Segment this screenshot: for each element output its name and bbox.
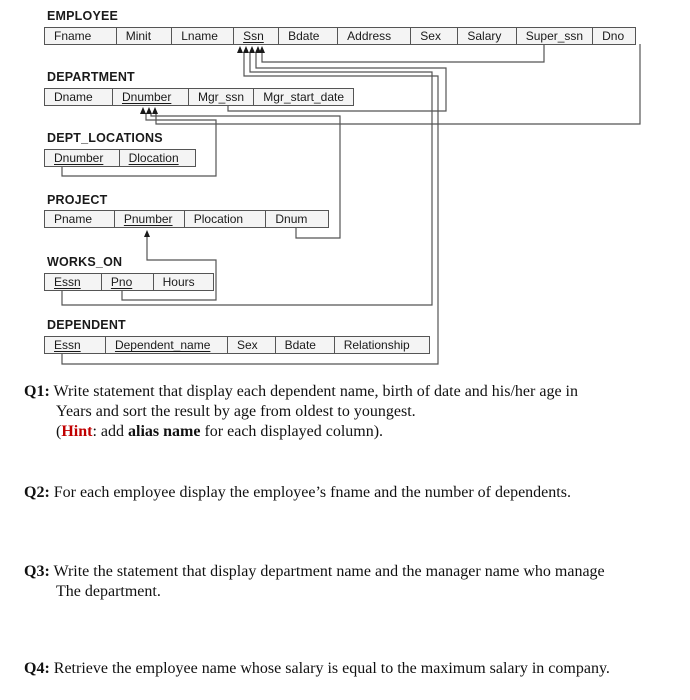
- hint-paren: (: [56, 423, 62, 440]
- attr-dname: Dname: [45, 89, 113, 105]
- attr-super-ssn: Super_ssn: [517, 28, 593, 44]
- arrowhead: [249, 46, 255, 53]
- attr-plocation: Plocation: [185, 211, 267, 227]
- attr-sex: Sex: [228, 337, 276, 353]
- attr-address: Address: [338, 28, 411, 44]
- question-text-cont: The department.: [56, 583, 161, 600]
- attr-relationship: Relationship: [343, 338, 410, 352]
- department-relation: [44, 88, 354, 106]
- question-2: [24, 483, 674, 503]
- attr-dno: Dno: [602, 29, 625, 43]
- dept-locations-table-name: DEPT_LOCATIONS: [47, 131, 163, 145]
- question-text: Retrieve the employee name whose salary is equal to the maximum salary in company.: [53, 660, 610, 677]
- attr-hours: Hours: [162, 275, 195, 289]
- attr-lname: Lname: [172, 28, 234, 44]
- arrowhead: [259, 46, 265, 53]
- attr-dnumber: Dnumber: [113, 89, 189, 105]
- employee-relation: [44, 27, 636, 45]
- arrowhead: [146, 107, 152, 114]
- arrowhead: [243, 46, 249, 53]
- connector-super-ssn: [262, 44, 544, 62]
- attr-pnumber: Pnumber: [115, 211, 185, 227]
- attr-pname: Pname: [45, 211, 115, 227]
- attr-minit: Minit: [117, 28, 173, 44]
- question-1: [24, 382, 674, 442]
- attr-bdate: Bdate: [279, 28, 338, 44]
- question-3: [24, 562, 674, 602]
- hint-text-end: for each displayed column).: [200, 423, 384, 440]
- question-text: Write the statement that display department name and the manager name who manage: [53, 563, 605, 580]
- question-text: Write statement that display each dependent name, birth of date and his/her age in: [53, 383, 578, 400]
- hint-emphasis: alias name: [128, 423, 201, 440]
- works-on-relation: [44, 273, 214, 291]
- arrowhead: [152, 107, 158, 114]
- question-hint: [24, 422, 674, 442]
- dependent-table-name: DEPENDENT: [47, 318, 126, 332]
- attr-dlocation: Dlocation: [128, 151, 179, 165]
- question-text-cont: Years and sort the result by age from oldest to youngest.: [56, 403, 416, 420]
- attr-dnumber: Dnumber: [45, 150, 120, 166]
- question-label: Q2:: [24, 484, 50, 501]
- project-relation: [44, 210, 329, 228]
- attr-dependent-name: Dependent_name: [106, 337, 228, 353]
- attr-mgr-start-date: Mgr_start_date: [263, 90, 345, 104]
- question-label: Q4:: [24, 660, 50, 677]
- question-label: Q3:: [24, 563, 50, 580]
- attr-dnum: Dnum: [275, 212, 308, 226]
- dependent-relation: [44, 336, 430, 354]
- dept-locations-relation: [44, 149, 196, 167]
- works-on-table-name: WORKS_ON: [47, 255, 123, 269]
- project-table-name: PROJECT: [47, 193, 108, 207]
- arrowhead: [140, 107, 146, 114]
- arrowhead: [237, 46, 243, 53]
- attr-fname: Fname: [45, 28, 117, 44]
- attr-mgr-ssn: Mgr_ssn: [189, 89, 254, 105]
- question-label: Q1:: [24, 383, 50, 400]
- department-table-name: DEPARTMENT: [47, 70, 135, 84]
- arrowhead: [144, 230, 150, 237]
- employee-table-name: EMPLOYEE: [47, 9, 119, 23]
- hint-label: Hint: [61, 423, 93, 440]
- attr-bdate: Bdate: [276, 337, 335, 353]
- connector-dno: [156, 44, 640, 124]
- attr-pno: Pno: [102, 274, 154, 290]
- attr-sex: Sex: [411, 28, 458, 44]
- attr-salary: Salary: [458, 28, 516, 44]
- question-text: For each employee display the employee’s fname and the number of dependents.: [53, 484, 571, 501]
- attr-essn: Essn: [45, 274, 102, 290]
- hint-text: : add: [92, 423, 128, 440]
- attr-ssn: Ssn: [234, 28, 279, 44]
- question-4: [24, 659, 674, 679]
- attr-essn: Essn: [45, 337, 106, 353]
